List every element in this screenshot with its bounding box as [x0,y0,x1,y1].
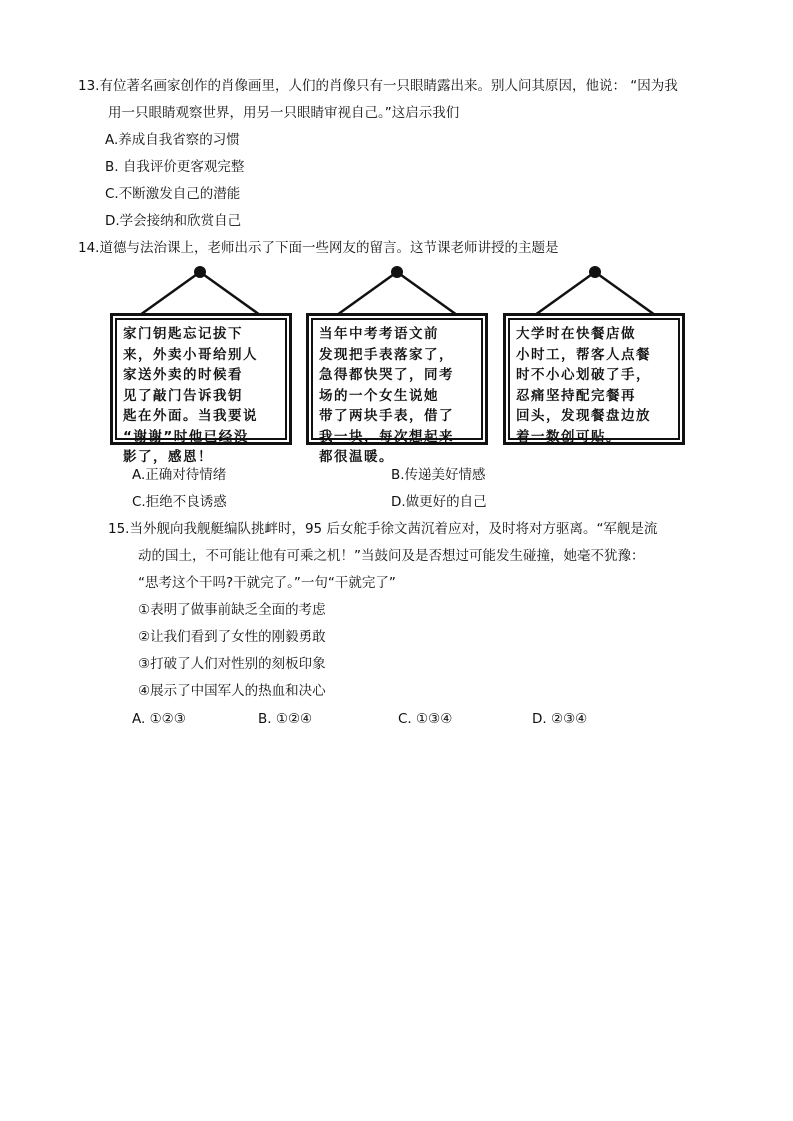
q15-statement-1: ①表明了做事前缺乏全面的考虑 [138,602,326,618]
q14-option-d: D.做更好的自己 [391,494,487,510]
q13-stem-line1: 13.有位著名画家创作的肖像画里，人们的肖像只有一只眼睛露出来。别人问其原因，他说： “因为我 [78,78,678,94]
q13-option-d: D.学会接纳和欣赏自己 [105,213,242,229]
note-card-1 [110,313,292,465]
q13-option-b: B. 自我评价更客观完整 [105,159,245,175]
q15-statement-3: ③打破了人们对性别的刻板印象 [138,656,326,672]
q14-option-a: A.正确对待情绪 [132,467,227,483]
q13-option-a: A.养成自我省察的习惯 [105,132,240,148]
q14-option-b: B.传递美好情感 [391,467,486,483]
q15-option-b: B. ①②④ [258,711,313,727]
q15-statement-2: ②让我们看到了女性的刚毅勇敢 [138,629,326,645]
q15-option-c: C. ①③④ [398,711,453,727]
note-card-3-text: 大学时在快餐店做 小时工，帮客人点餐 时不小心划破了手， 忍痛坚持配完餐再 回头，发现餐盘边放 着一数创可贴。 [516,326,651,445]
q13-option-c: C.不断激发自己的潜能 [105,186,241,202]
note-card-2 [306,313,488,465]
q15-option-d: D. ②③④ [532,711,588,727]
note-hangers [0,0,793,330]
q15-option-a: A. ①②③ [132,711,186,727]
note-card-1-text: 家门钥匙忘记拔下 来，外卖小哥给别人 家送外卖的时候看 见了敲门告诉我钥 匙在外面。当我要说 “谢谢”时他已经没 影了，感恩！ [123,326,258,465]
note-card-2-text: 当年中考考语文前 发现把手表落家了， 急得都快哭了，同考 场的一个女生说她 带了两块手表，借了 我一块，每次想起来 都很温暖。 [319,326,454,465]
q15-stem-line3: “思考这个干吗?干就完了。”一句“干就完了” [138,575,396,591]
q14-stem: 14.道德与法治课上，老师出示了下面一些网友的留言。这节课老师讲授的主题是 [78,240,559,256]
q15-statement-4: ④展示了中国军人的热血和决心 [138,683,326,699]
q15-stem-line1: 15.当外舰向我舰艇编队挑衅时，95 后女舵手徐文茜沉着应对，及时将对方驱离。“军舰是流 [108,521,658,537]
note-card-3 [503,313,685,445]
q15-stem-line2: 动的国土，不可能让他有可乘之机！”当鼓问及是否想过可能发生碰撞，她毫不犹豫： [138,548,645,564]
q14-option-c: C.拒绝不良诱惑 [132,494,227,510]
q13-stem-line2: 用一只眼睛观察世界，用另一只眼睛审视自己。”这启示我们 [108,105,460,121]
